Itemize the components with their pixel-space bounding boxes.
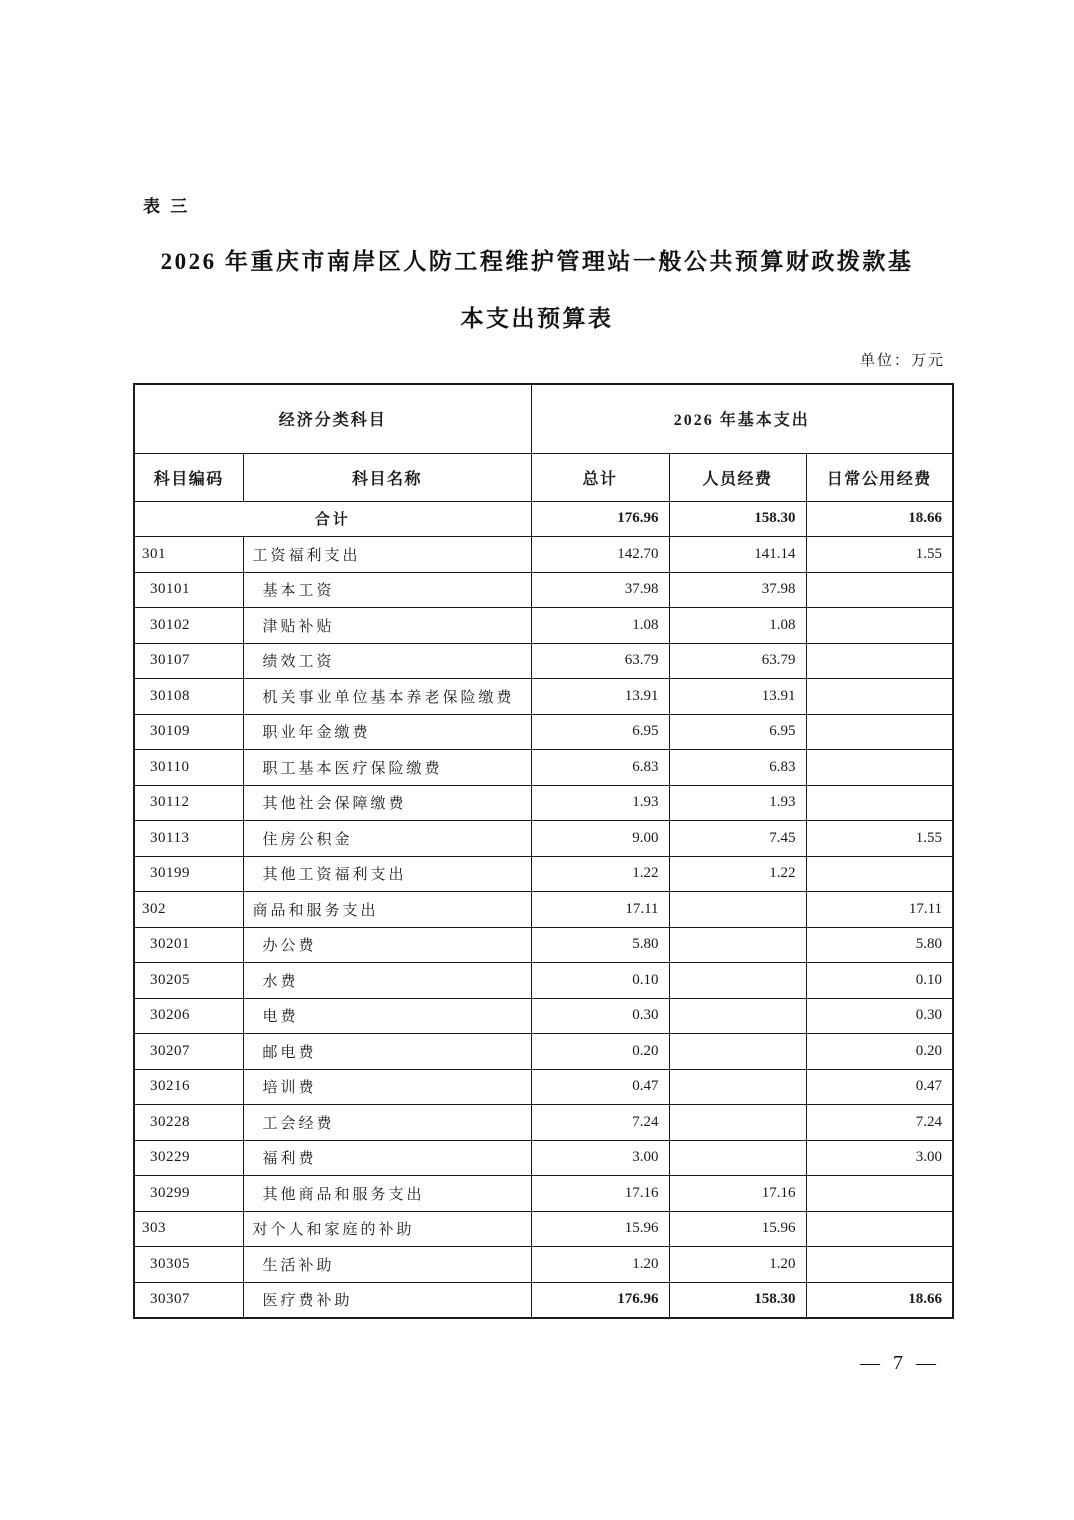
personnel-cell: 15.96 [669, 1211, 806, 1247]
total-cell: 1.93 [531, 785, 669, 821]
code-cell: 30112 [134, 785, 243, 821]
daily-cell: 1.55 [806, 821, 953, 857]
total-cell: 9.00 [531, 821, 669, 857]
total-cell: 15.96 [531, 1211, 669, 1247]
total-cell: 63.79 [531, 643, 669, 679]
daily-cell [806, 750, 953, 786]
table-row [134, 1069, 953, 1105]
code-cell: 30205 [134, 963, 243, 999]
code-cell: 30113 [134, 821, 243, 857]
document-title [57, 233, 1017, 347]
personnel-cell: 1.08 [669, 608, 806, 644]
total-cell: 6.95 [531, 714, 669, 750]
table-row [134, 750, 953, 786]
daily-cell [806, 1247, 953, 1283]
daily-cell: 1.55 [806, 537, 953, 573]
total-cell: 142.70 [531, 537, 669, 573]
code-cell: 30108 [134, 679, 243, 715]
personnel-cell: 1.20 [669, 1247, 806, 1283]
name-cell: 其他商品和服务支出 [243, 1176, 531, 1212]
table-row [134, 608, 953, 644]
name-cell: 工资福利支出 [243, 537, 531, 573]
total-cell: 17.16 [531, 1176, 669, 1212]
name-cell: 水费 [243, 963, 531, 999]
total-cell: 17.11 [531, 892, 669, 928]
daily-cell [806, 679, 953, 715]
personnel-cell: 17.16 [669, 1176, 806, 1212]
table-row [134, 1105, 953, 1141]
table-row [134, 537, 953, 573]
daily-cell: 18.66 [806, 1282, 953, 1318]
total-cell: 0.20 [531, 1034, 669, 1070]
personnel-cell: 6.83 [669, 750, 806, 786]
personnel-cell [669, 1140, 806, 1176]
total-cell: 1.22 [531, 856, 669, 892]
column-header-name: 科目名称 [243, 453, 531, 501]
total-cell: 1.20 [531, 1247, 669, 1283]
code-cell: 30305 [134, 1247, 243, 1283]
code-cell: 30201 [134, 927, 243, 963]
table-row [134, 998, 953, 1034]
column-header-total: 总计 [531, 453, 669, 501]
budget-table [133, 383, 954, 1319]
code-cell: 30102 [134, 608, 243, 644]
table-row [134, 892, 953, 928]
name-cell: 福利费 [243, 1140, 531, 1176]
daily-cell [806, 643, 953, 679]
personnel-cell: 13.91 [669, 679, 806, 715]
total-cell: 0.10 [531, 963, 669, 999]
total-cell: 0.30 [531, 998, 669, 1034]
personnel-cell: 158.30 [669, 501, 806, 537]
table-row [134, 1211, 953, 1247]
code-cell: 30199 [134, 856, 243, 892]
column-header-row [134, 453, 953, 501]
document-title-line2: 本支出预算表 [460, 306, 614, 331]
code-cell: 301 [134, 537, 243, 573]
table-row [134, 927, 953, 963]
code-cell: 30299 [134, 1176, 243, 1212]
name-cell: 住房公积金 [243, 821, 531, 857]
name-cell: 生活补助 [243, 1247, 531, 1283]
code-cell: 30229 [134, 1140, 243, 1176]
daily-cell: 7.24 [806, 1105, 953, 1141]
name-cell: 医疗费补助 [243, 1282, 531, 1318]
total-cell: 1.08 [531, 608, 669, 644]
table-row [134, 1247, 953, 1283]
name-cell: 合计 [134, 501, 531, 537]
personnel-cell: 158.30 [669, 1282, 806, 1318]
personnel-cell [669, 1069, 806, 1105]
daily-cell: 17.11 [806, 892, 953, 928]
table-row [134, 679, 953, 715]
total-cell: 176.96 [531, 501, 669, 537]
code-cell: 30216 [134, 1069, 243, 1105]
unit-note: 单位：万元 [859, 353, 945, 369]
table-row [134, 714, 953, 750]
code-cell: 30101 [134, 572, 243, 608]
personnel-cell: 141.14 [669, 537, 806, 573]
group-header-row [134, 384, 953, 453]
table-row [134, 785, 953, 821]
personnel-cell: 7.45 [669, 821, 806, 857]
personnel-cell: 63.79 [669, 643, 806, 679]
name-cell: 绩效工资 [243, 643, 531, 679]
total-cell: 5.80 [531, 927, 669, 963]
name-cell: 基本工资 [243, 572, 531, 608]
table-row [134, 643, 953, 679]
table-body [134, 501, 953, 1318]
table-row [134, 1282, 953, 1318]
total-cell: 3.00 [531, 1140, 669, 1176]
daily-cell: 0.20 [806, 1034, 953, 1070]
name-cell: 津贴补贴 [243, 608, 531, 644]
personnel-cell [669, 998, 806, 1034]
daily-cell: 0.30 [806, 998, 953, 1034]
code-cell: 30206 [134, 998, 243, 1034]
code-cell: 30110 [134, 750, 243, 786]
column-header-code: 科目编码 [134, 453, 243, 501]
name-cell: 办公费 [243, 927, 531, 963]
column-header-daily: 日常公用经费 [806, 453, 953, 501]
table-row [134, 1034, 953, 1070]
code-cell: 30307 [134, 1282, 243, 1318]
daily-cell [806, 714, 953, 750]
table-row [134, 1140, 953, 1176]
personnel-cell [669, 1105, 806, 1141]
group-header-classification: 经济分类科目 [134, 384, 531, 453]
total-cell: 7.24 [531, 1105, 669, 1141]
code-cell: 303 [134, 1211, 243, 1247]
personnel-cell: 1.22 [669, 856, 806, 892]
name-cell: 电费 [243, 998, 531, 1034]
daily-cell: 0.47 [806, 1069, 953, 1105]
personnel-cell: 37.98 [669, 572, 806, 608]
column-header-personnel: 人员经费 [669, 453, 806, 501]
table-row [134, 963, 953, 999]
table-row [134, 856, 953, 892]
daily-cell [806, 1211, 953, 1247]
daily-cell: 5.80 [806, 927, 953, 963]
personnel-cell [669, 927, 806, 963]
name-cell: 培训费 [243, 1069, 531, 1105]
total-cell: 13.91 [531, 679, 669, 715]
code-cell: 30109 [134, 714, 243, 750]
daily-cell [806, 1176, 953, 1212]
total-cell: 6.83 [531, 750, 669, 786]
daily-cell: 0.10 [806, 963, 953, 999]
total-cell: 0.47 [531, 1069, 669, 1105]
name-cell: 其他社会保障缴费 [243, 785, 531, 821]
table-label: 表 三 [143, 197, 191, 216]
code-cell: 30207 [134, 1034, 243, 1070]
page-number: — 7 — [860, 1352, 940, 1374]
name-cell: 机关事业单位基本养老保险缴费 [243, 679, 531, 715]
table-row [134, 1176, 953, 1212]
total-cell: 176.96 [531, 1282, 669, 1318]
group-header-expenditure: 2026 年基本支出 [531, 384, 953, 453]
personnel-cell: 6.95 [669, 714, 806, 750]
table-row [134, 501, 953, 537]
document-title-line1: 2026 年重庆市南岸区人防工程维护管理站一般公共预算财政拨款基 [160, 249, 914, 274]
name-cell: 职业年金缴费 [243, 714, 531, 750]
table-row [134, 821, 953, 857]
name-cell: 商品和服务支出 [243, 892, 531, 928]
table-header [134, 384, 953, 501]
name-cell: 对个人和家庭的补助 [243, 1211, 531, 1247]
daily-cell: 3.00 [806, 1140, 953, 1176]
code-cell: 30107 [134, 643, 243, 679]
name-cell: 职工基本医疗保险缴费 [243, 750, 531, 786]
personnel-cell [669, 1034, 806, 1070]
name-cell: 邮电费 [243, 1034, 531, 1070]
code-cell: 302 [134, 892, 243, 928]
name-cell: 工会经费 [243, 1105, 531, 1141]
personnel-cell: 1.93 [669, 785, 806, 821]
daily-cell [806, 856, 953, 892]
daily-cell [806, 572, 953, 608]
name-cell: 其他工资福利支出 [243, 856, 531, 892]
personnel-cell [669, 963, 806, 999]
personnel-cell [669, 892, 806, 928]
daily-cell [806, 608, 953, 644]
daily-cell [806, 785, 953, 821]
table-row [134, 572, 953, 608]
daily-cell: 18.66 [806, 501, 953, 537]
code-cell: 30228 [134, 1105, 243, 1141]
total-cell: 37.98 [531, 572, 669, 608]
